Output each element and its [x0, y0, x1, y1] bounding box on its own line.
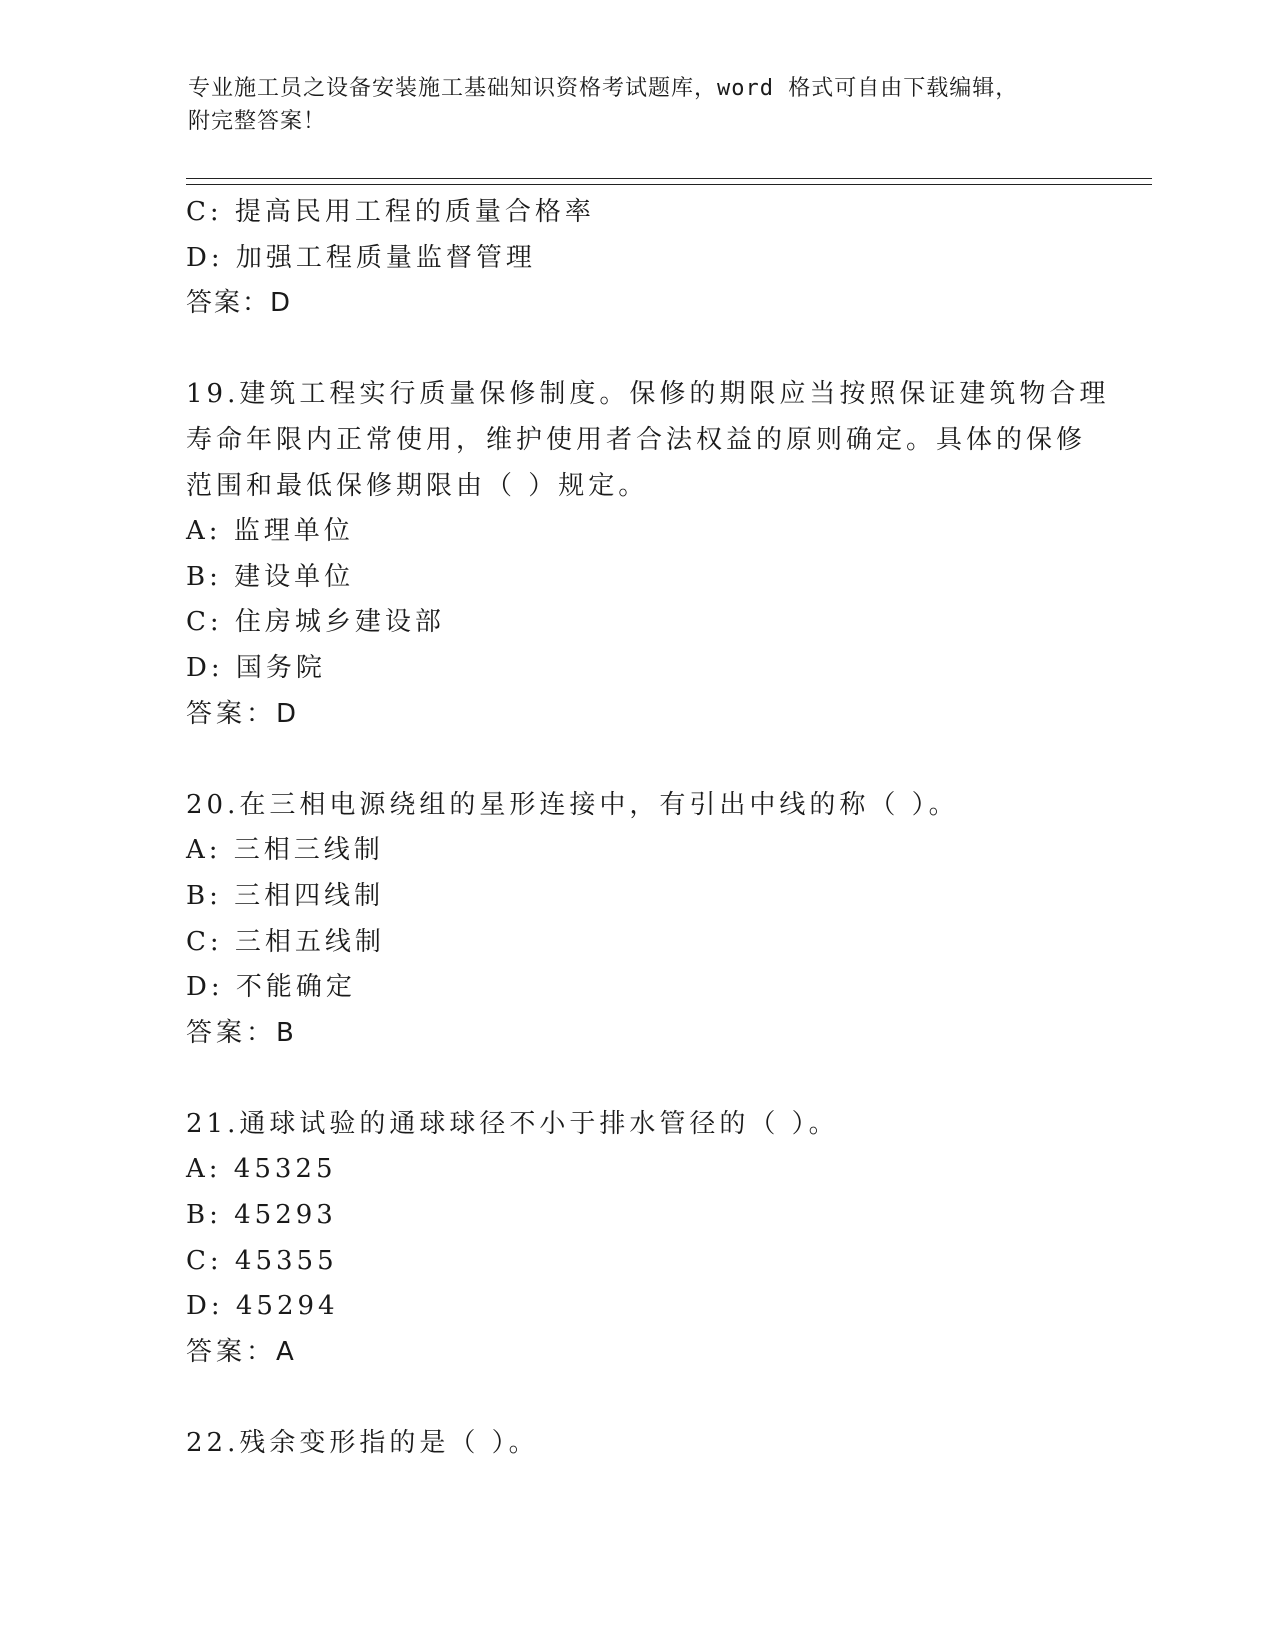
option-d: D: 45294 — [186, 1291, 339, 1322]
continued-question — [186, 190, 1086, 327]
answer: 答案：A — [186, 1336, 298, 1367]
option-c: C: 提高民用工程的质量合格率 — [186, 197, 595, 227]
answer: 答案：D — [186, 288, 293, 319]
option-d: D: 加强工程质量监督管理 — [186, 242, 536, 273]
option-a: A: 45325 — [186, 1154, 337, 1185]
question-stem-line: 寿命年限内正常使用，维护使用者合法权益的原则确定。具体的保修 — [186, 424, 1087, 455]
document-header — [188, 72, 1088, 138]
spacer — [186, 327, 1086, 373]
question-stem-line: 19.建筑工程实行质量保修制度。保修的期限应当按照保证建筑物合理 — [186, 379, 1110, 410]
answer: 答案：B — [186, 1017, 298, 1048]
question-19 — [186, 372, 1110, 737]
spacer — [186, 1375, 1086, 1421]
question-20 — [186, 783, 1086, 1057]
spacer — [186, 1056, 1086, 1102]
option-c: C: 住房城乡建设部 — [186, 607, 445, 638]
answer: 答案：D — [186, 698, 301, 729]
option-b: B: 三相四线制 — [186, 880, 385, 911]
header-divider-top — [186, 178, 1152, 179]
question-22 — [186, 1421, 1086, 1467]
question-content — [186, 190, 1110, 1467]
question-stem-line: 21.通球试验的通球球径不小于排水管径的（ ）。 — [186, 1108, 839, 1139]
option-c: C: 三相五线制 — [186, 926, 385, 957]
question-stem-line: 22.残余变形指的是（ ）。 — [186, 1428, 539, 1459]
option-a: A: 三相三线制 — [186, 835, 384, 866]
header-divider-bottom — [186, 184, 1152, 185]
header-line-1: 专业施工员之设备安装施工基础知识资格考试题库，word 格式可自由下载编辑， — [188, 76, 1019, 101]
option-c: C: 45355 — [186, 1245, 338, 1276]
question-21 — [186, 1102, 1086, 1376]
option-b: B: 45293 — [186, 1200, 337, 1231]
question-stem-line: 范围和最低保修期限由（ ）规定。 — [186, 470, 649, 501]
option-a: A: 监理单位 — [186, 516, 354, 547]
header-line-2: 附完整答案！ — [188, 109, 327, 134]
option-d: D: 国务院 — [186, 652, 326, 683]
option-b: B: 建设单位 — [186, 561, 355, 592]
spacer — [186, 737, 1086, 783]
option-d: D: 不能确定 — [186, 972, 356, 1003]
question-stem-line: 20.在三相电源绕组的星形连接中，有引出中线的称（ ）。 — [186, 789, 959, 820]
